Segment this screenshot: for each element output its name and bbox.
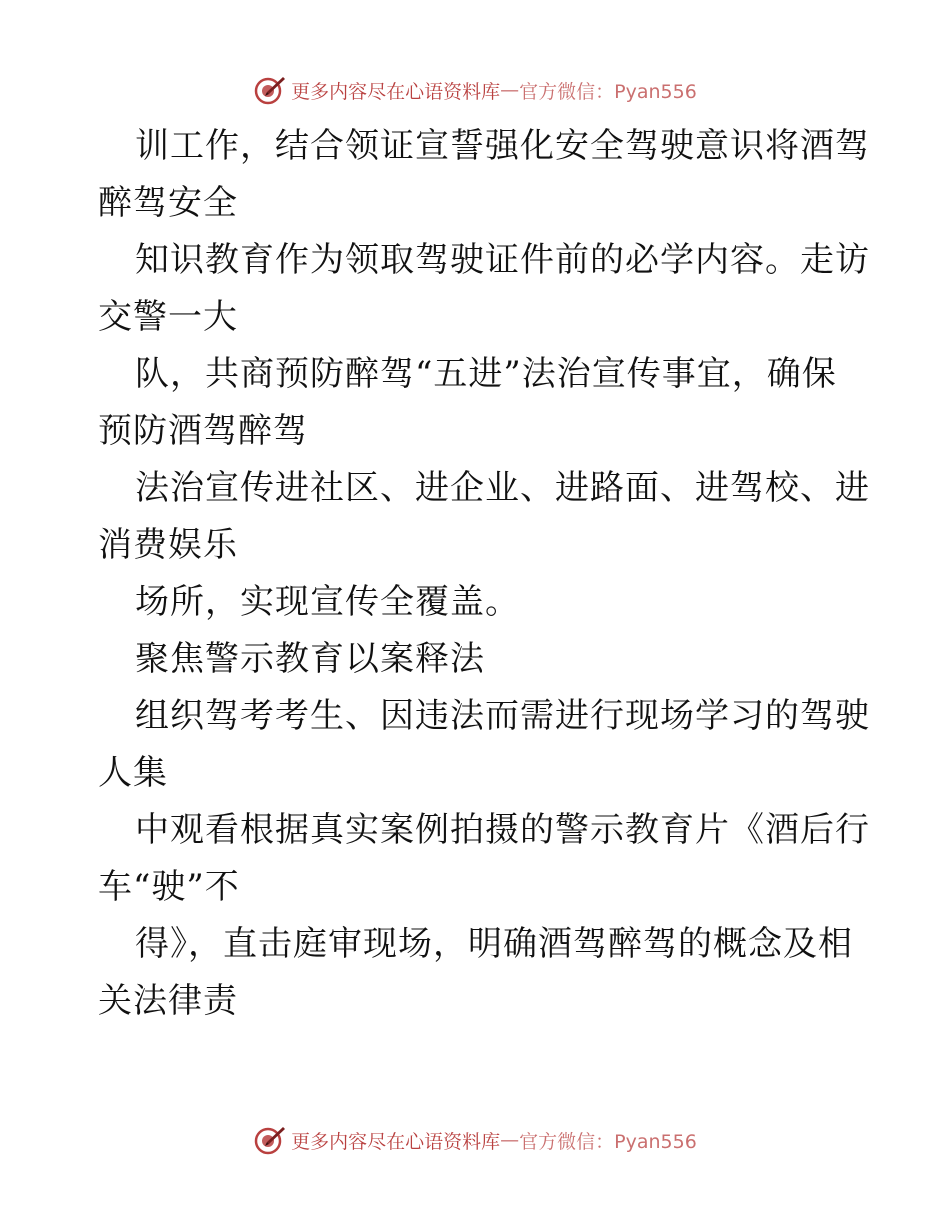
body-line: 得》，直击庭审现场，明确酒驾醉驾的概念及相 <box>135 924 853 964</box>
body-line: 法治宣传进社区、进企业、进路面、进驾校、进 <box>135 468 870 508</box>
body-line: 车“驶”不 <box>98 867 240 907</box>
body-line: 消费娱乐 <box>98 525 238 565</box>
footer-brand-text: 更多内容尽在心语资料库 <box>291 1130 501 1153</box>
footer-banner <box>0 1120 950 1160</box>
body-line: 交警一大 <box>98 297 238 337</box>
body-line: 关法律责 <box>98 981 238 1021</box>
document-body <box>98 118 870 1030</box>
body-line: 人集 <box>98 753 168 793</box>
body-line: 组织驾考考生、因违法而需进行现场学习的驾驶 <box>135 696 870 736</box>
body-line: 场所，实现宣传全覆盖。 <box>135 582 520 622</box>
header-brand-text: 更多内容尽在心语资料库 <box>291 80 501 103</box>
pen-logo-icon <box>253 1123 287 1157</box>
pen-logo-icon <box>253 73 287 107</box>
footer-separator: — <box>500 1129 520 1151</box>
body-line: 训工作，结合领证宣誓强化安全驾驶意识将酒驾 <box>135 126 870 166</box>
header-banner <box>0 70 950 110</box>
body-line: 中观看根据真实案例拍摄的警示教育片《酒后行 <box>135 810 870 850</box>
body-line: 醉驾安全 <box>98 183 238 223</box>
header-wechat-text: 官方微信：Pyan556 <box>519 80 697 103</box>
footer-wechat-text: 官方微信：Pyan556 <box>519 1130 697 1153</box>
body-line: 知识教育作为领取驾驶证件前的必学内容。走访 <box>135 240 870 280</box>
body-line: 队，共商预防醉驾“五进”法治宣传事宜，确保 <box>135 354 837 394</box>
section-heading: 聚焦警示教育以案释法 <box>135 639 485 679</box>
body-line: 预防酒驾醉驾 <box>98 411 308 451</box>
header-separator: — <box>500 79 520 101</box>
